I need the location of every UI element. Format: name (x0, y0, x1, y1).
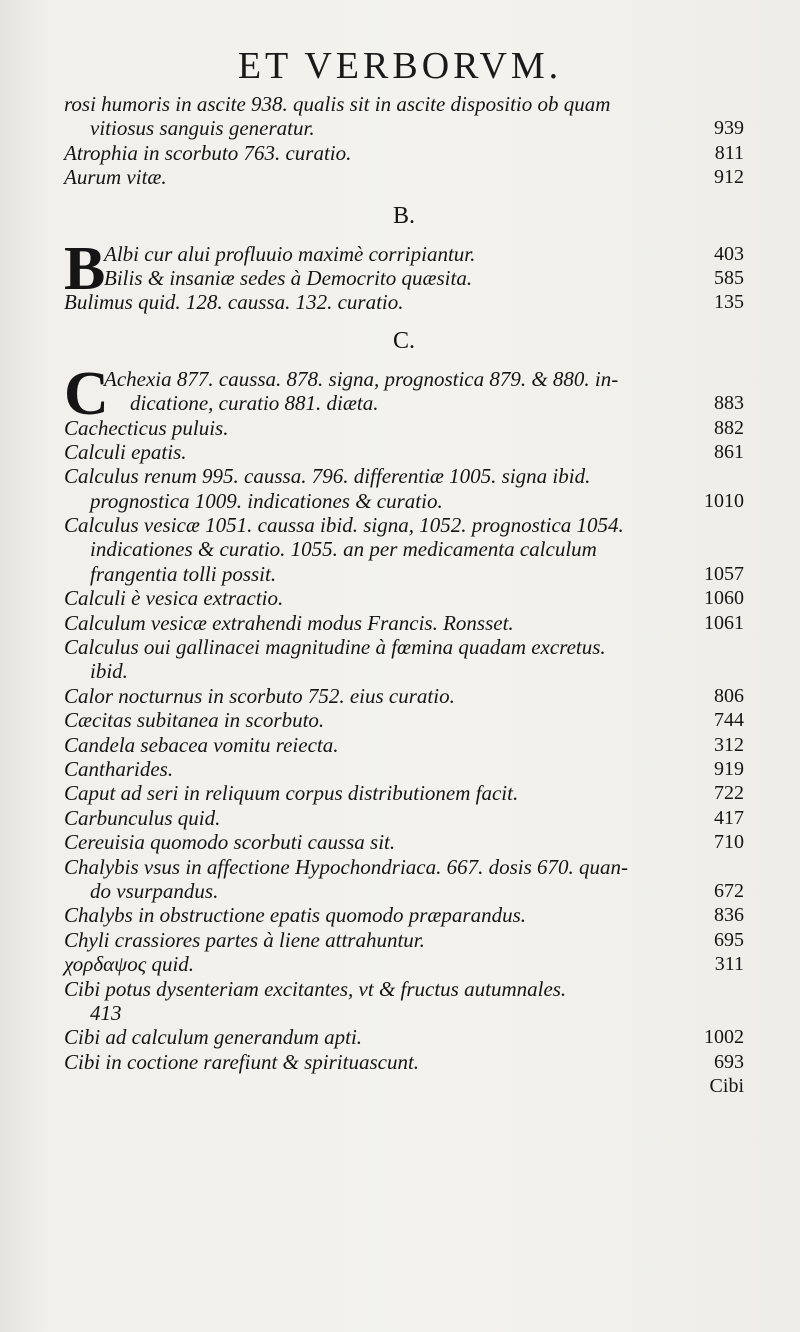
index-entry (64, 903, 744, 927)
entry-text: Cibi in coctione rarefiunt & spirituascunt. (64, 1049, 420, 1074)
index-entry (64, 562, 744, 586)
entry-text: Calculus renum 995. caussa. 796. differentiæ 1005. signa ibid. (64, 464, 591, 489)
entry-page-number: 312 (714, 733, 744, 756)
index-entry (64, 489, 744, 513)
index-entry (64, 586, 744, 610)
section-letter-b: B. (392, 202, 415, 229)
entry-text: Caput ad seri in reliquum corpus distributionem facit. (64, 781, 519, 806)
entry-page-number: 806 (714, 684, 744, 707)
index-entry (64, 416, 744, 440)
index-entry (64, 659, 744, 683)
section-letter-c: C. (392, 327, 415, 354)
entry-page-number: 585 (714, 266, 744, 289)
entry-text: Atrophia in scorbuto 763. curatio. (64, 140, 352, 165)
entry-text: Cibi potus dysenteriam excitantes, vt & fructus autumnales. (64, 976, 567, 1001)
index-entry (64, 781, 744, 805)
entry-text: Candela sebacea vomitu reiecta. (64, 732, 339, 757)
entry-text: rosi humoris in ascite 938. qualis sit in ascite dispositio ob quam (64, 92, 611, 116)
entry-page-number: 403 (714, 242, 744, 265)
entry-page-number: 1002 (704, 1026, 744, 1049)
entry-text: Calculi epatis. (64, 439, 187, 464)
entry-text: Calculum vesicæ extrahendi modus Francis. Ronsset. (64, 610, 514, 635)
running-header: ET VERBORVM. (237, 45, 563, 87)
entry-text: prognostica 1009. indicationes & curatio. (90, 488, 443, 513)
entry-text: Cantharides. (64, 756, 174, 781)
entry-text: Chyli crassiores partes à liene attrahuntur. (64, 927, 425, 952)
entry-page-number: 1057 (704, 562, 744, 585)
entry-text: Cibi ad calculum generandum apti. (64, 1025, 363, 1050)
index-entry (64, 116, 744, 140)
index-entry (64, 1001, 744, 1025)
entry-text: Bulimus quid. 128. caussa. 132. curatio. (64, 290, 404, 315)
index-entry (64, 537, 744, 561)
entry-text: 413 (90, 1000, 122, 1025)
entry-page-number: 882 (714, 416, 744, 439)
entry-page-number: 919 (714, 757, 744, 780)
index-entry (64, 242, 744, 266)
entry-text: Calor nocturnus in scorbuto 752. eius curatio. (64, 683, 455, 708)
entry-text: Albi cur alui profluuio maximè corripiantur. (104, 241, 476, 266)
entry-text: Calculus vesicæ 1051. caussa ibid. signa, 1052. prognostica 1054. (64, 513, 624, 538)
entry-text: do vsurpandus. (90, 878, 219, 903)
index-entry (64, 879, 744, 903)
entry-text: Aurum vitæ. (64, 165, 167, 190)
index-entry (64, 266, 744, 290)
entry-text: χορδαψος quid. (64, 952, 195, 977)
entry-page-number: 722 (714, 782, 744, 805)
entry-text: Calculi è vesica extractio. (64, 586, 284, 611)
entry-page-number: 135 (714, 291, 744, 314)
index-entry (64, 290, 744, 314)
index-entry (64, 1050, 744, 1074)
entry-page-number: Cibi (709, 1075, 744, 1098)
entry-text: Cæcitas subitanea in scorbuto. (64, 708, 325, 733)
index-entries (64, 92, 744, 1098)
index-entry (64, 611, 744, 635)
entry-page-number: 1061 (704, 611, 744, 634)
entry-text: Calculus oui gallinacei magnitudine à fœmina quadam excretus. (64, 635, 606, 660)
entry-page-number: 417 (714, 806, 744, 829)
index-entry (64, 92, 744, 116)
entry-page-number: 695 (714, 928, 744, 951)
entry-page-number: 710 (714, 831, 744, 854)
index-entry (64, 855, 744, 879)
index-entry (64, 952, 744, 976)
entry-page-number: 1010 (704, 489, 744, 512)
entry-page-number: 912 (714, 166, 744, 189)
dropcap-b: B (64, 234, 106, 303)
index-entry (64, 165, 744, 189)
index-entry (64, 141, 744, 165)
index-entry (64, 1074, 744, 1098)
index-entry (64, 513, 744, 537)
index-entry (64, 391, 744, 415)
entry-page-number: 883 (714, 392, 744, 415)
index-entry (64, 708, 744, 732)
entry-text: vitiosus sanguis generatur. (90, 116, 315, 141)
entry-text: indicationes & curatio. 1055. an per medicamenta calculum (90, 537, 597, 562)
section-a-entries (64, 92, 744, 190)
entry-text: Carbunculus quid. (64, 805, 221, 830)
entry-page-number: 1060 (704, 587, 744, 610)
entry-text: Cereuisia quomodo scorbuti caussa sit. (64, 830, 396, 855)
index-entry (64, 684, 744, 708)
entry-text: Cachecticus puluis. (64, 415, 229, 440)
index-entry (64, 806, 744, 830)
dropcap-c: C (64, 359, 109, 428)
entry-page-number: 744 (714, 709, 744, 732)
index-entry (64, 977, 744, 1001)
entry-text: frangentia tolli possit. (90, 561, 277, 586)
index-entry (64, 830, 744, 854)
index-entry (64, 635, 744, 659)
index-entry (64, 440, 744, 464)
entry-page-number: 861 (714, 440, 744, 463)
entry-page-number: 311 (714, 953, 744, 976)
section-c-entries (64, 359, 744, 1099)
section-c-block (64, 359, 744, 1099)
entry-page-number: 811 (714, 141, 744, 164)
index-entry (64, 757, 744, 781)
index-entry (64, 464, 744, 488)
index-entry (64, 367, 744, 391)
entry-text: Chalybs in obstructione epatis quomodo præparandus. (64, 903, 527, 928)
entry-text: dicatione, curatio 881. diæta. (130, 391, 379, 416)
index-entry (64, 1025, 744, 1049)
entry-page-number: 939 (714, 117, 744, 140)
entry-page-number: 836 (714, 904, 744, 927)
section-b-entries (64, 234, 744, 315)
entry-text: Bilis & insaniæ sedes à Democrito quæsita. (104, 265, 473, 290)
entry-text: ibid. (90, 659, 128, 684)
entry-text: Achexia 877. caussa. 878. signa, prognostica 879. & 880. in- (104, 366, 619, 391)
entry-page-number: 693 (714, 1050, 744, 1073)
index-entry (64, 928, 744, 952)
entry-text: Chalybis vsus in affectione Hypochondriaca. 667. dosis 670. quan- (64, 854, 629, 879)
index-entry (64, 733, 744, 757)
entry-page-number: 672 (714, 879, 744, 902)
section-b-block (64, 234, 744, 315)
